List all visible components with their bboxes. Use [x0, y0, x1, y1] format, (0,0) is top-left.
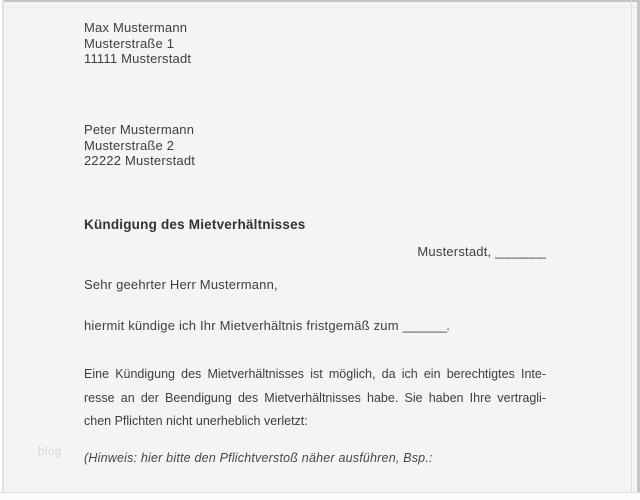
- sender-address-block: [84, 20, 191, 67]
- hint-note: (Hinweis: hier bitte den Pflichtverstoß näher ausführen, Bsp.:: [84, 451, 433, 465]
- opening-period: .: [446, 318, 451, 333]
- body-paragraph: [84, 363, 546, 434]
- recipient-address-block: [84, 122, 195, 169]
- body-line: Eine Kündigung des Mietverhältnisses ist möglich, da ich ein berechtigtes Inte-: [84, 367, 546, 381]
- sender-street: Musterstraße 1: [84, 35, 175, 51]
- opening-text: hiermit kündige ich Ihr Mietverhältnis fristgemäß zum: [84, 318, 399, 333]
- body-line: resse an der Beendigung des Mietverhältnisses habe. Sie haben Ihre vertragli-: [84, 390, 546, 405]
- page-border-top-inner: [0, 7, 640, 8]
- opening-blank-line: _______: [402, 318, 447, 333]
- recipient-street: Musterstraße 2: [84, 137, 175, 153]
- watermark-blog: blog: [38, 446, 62, 458]
- opening-sentence: [84, 318, 450, 333]
- page-edge-bottom-white: [0, 493, 640, 500]
- page-border-right-inner: [631, 0, 632, 500]
- page-border-bottom: [0, 492, 640, 493]
- recipient-name: Peter Mustermann: [84, 122, 195, 137]
- date-city: Musterstadt,: [417, 244, 492, 259]
- body-line: chen Pflichten nicht unerheblich verletzt:: [84, 414, 308, 428]
- salutation: Sehr geehrter Herr Mustermann,: [84, 277, 278, 292]
- sender-city: 11111 Musterstadt: [84, 51, 192, 67]
- date-line: [84, 244, 545, 259]
- date-blank-line: ________: [495, 244, 545, 259]
- page-edge-left-white: [0, 0, 2, 500]
- sender-name: Max Mustermann: [84, 20, 188, 35]
- page-border-left: [2, 0, 4, 500]
- recipient-city: 22222 Musterstadt: [84, 153, 196, 169]
- letter-subject: Kündigung des Mietverhältnisses: [84, 217, 306, 232]
- page-border-top: [0, 0, 640, 2]
